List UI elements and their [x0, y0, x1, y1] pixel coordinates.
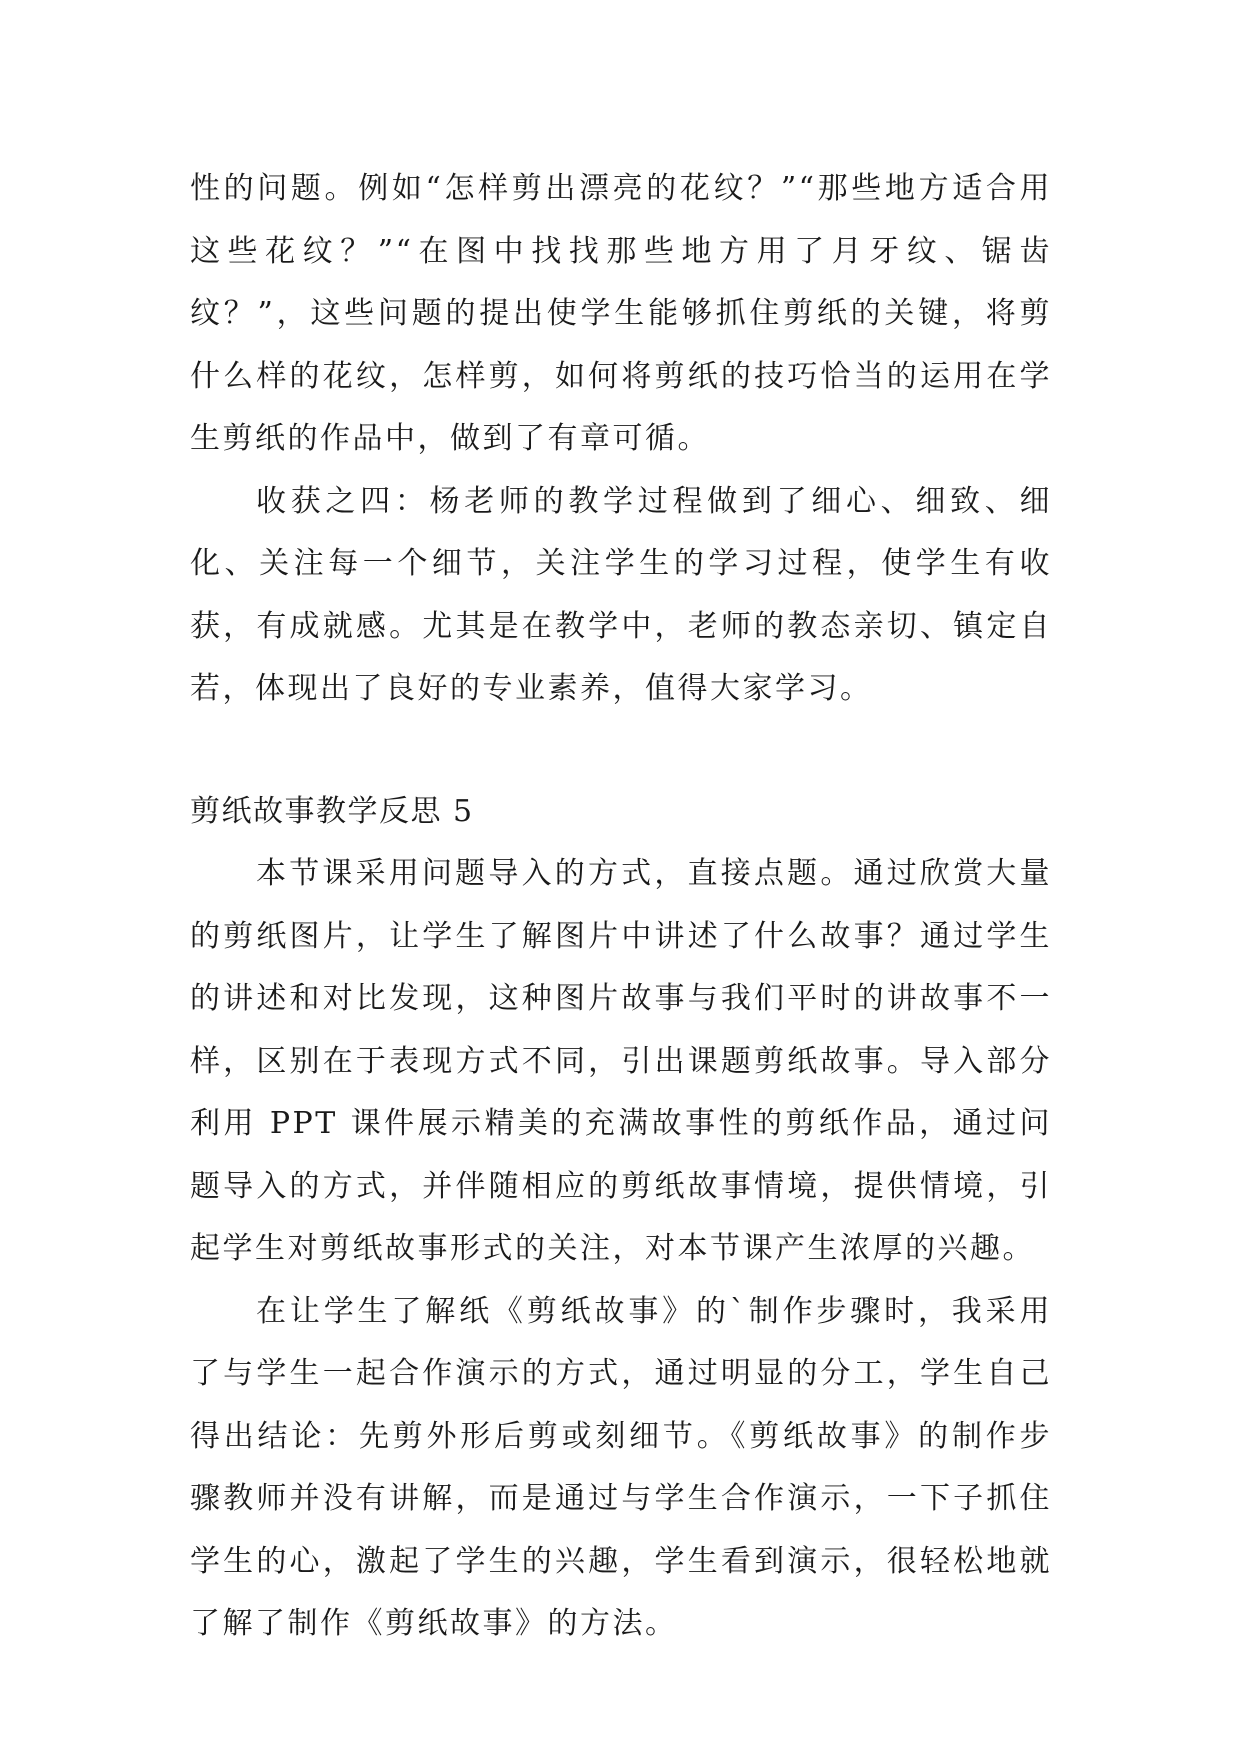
section-heading: 剪纸故事教学反思 5 [190, 793, 474, 829]
section-spacer [190, 721, 1052, 781]
paragraph-continued: 性的问题。例如“怎样剪出漂亮的花纹？”“那些地方适合用这些花纹？”“在图中找找那些地方用了月牙纹、锯齿纹？”，这些问题的提出使学生能够抓住剪纸的关键，将剪什么样的花纹，怎样剪，如何将剪纸的技巧恰当的运用在学生剪纸的作品中，做到了有章可循。 [190, 171, 1052, 456]
paragraph-steps: 在让学生了解纸《剪纸故事》的`制作步骤时，我采用了与学生一起合作演示的方式，通过明显的分工，学生自己得出结论：先剪外形后剪或刻细节。《剪纸故事》的制作步骤教师并没有讲解，而是通过与学生合作演示，一下子抓住学生的心，激起了学生的兴趣，学生看到演示，很轻松地就了解了制作《剪纸故事》的方法。 [190, 1293, 1052, 1641]
paragraph-harvest-four: 收获之四：杨老师的教学过程做到了细心、细致、细化、关注每一个细节，关注学生的学习过程，使学生有收获，有成就感。尤其是在教学中，老师的教态亲切、镇定自若，体现出了良好的专业素养，值得大家学习。 [190, 483, 1052, 706]
paragraph-intro: 本节课采用问题导入的方式，直接点题。通过欣赏大量的剪纸图片，让学生了解图片中讲述了什么故事？通过学生的讲述和对比发现，这种图片故事与我们平时的讲故事不一样，区别在于表现方式不同，引出课题剪纸故事。导入部分利用 PPT 课件展示精美的充满故事性的剪纸作品，通过问题导入的方式，并伴随相应的剪纸故事情境，提供情境，引起学生对剪纸故事形式的关注，对本节课产生浓厚的兴趣。 [190, 856, 1052, 1266]
document-body [190, 158, 1052, 1656]
